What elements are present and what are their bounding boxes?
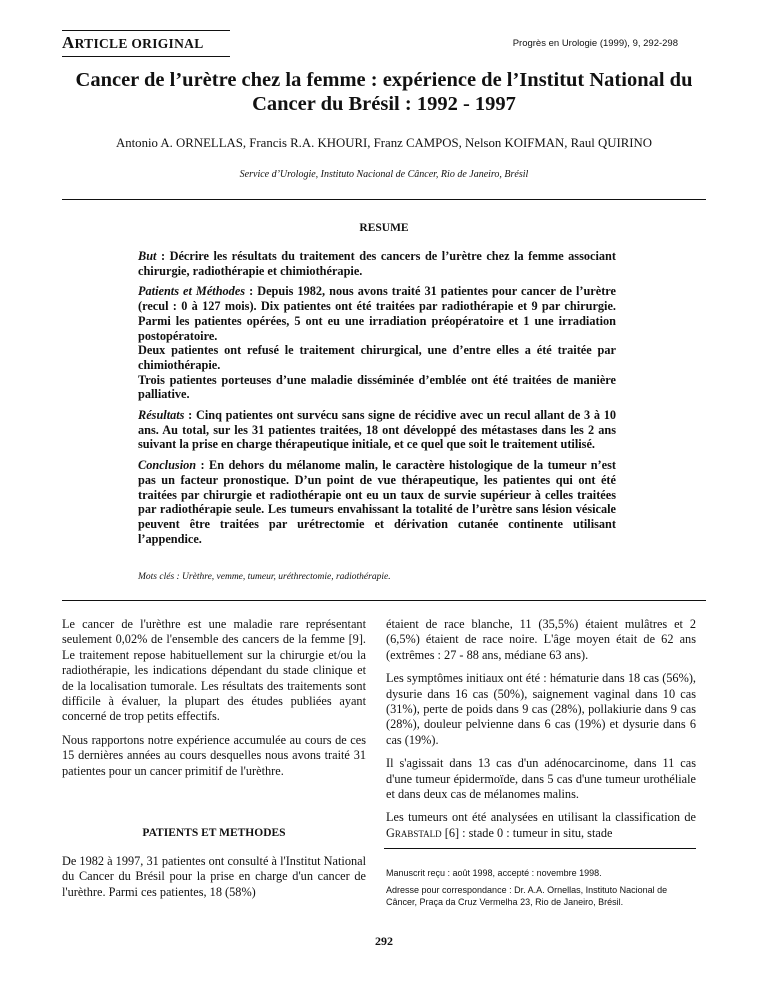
abstract-conclusion — [138, 458, 616, 546]
body-paragraph: Le cancer de l'urèthre est une maladie rare représentant seulement 0,02% de l'ensemble des cancers de la femme [9]. Le traitement repose habituellement sur la chirurgie et/ou la radiothérapie, les indications dépendant du stade clinique et de la localisation tumorale. Les résultats des traitements sont difficile à évaluer, la plupart des études publiées ayant concerné de trop petits effectifs. — [62, 617, 366, 724]
body-column-left — [62, 617, 366, 787]
body-paragraph: Il s'agissait dans 13 cas d'un adénocarcinome, dans 11 cas d'une tumeur épidermoïde, dans 5 cas d'une tumeur urothéliale et dans deux cas de mélanomes malins. — [386, 756, 696, 802]
footnote-divider — [384, 848, 696, 849]
abstract-results-label: Résultats — [138, 408, 185, 423]
abstract-but-label: But — [138, 249, 157, 263]
body-paragraph: Nous rapportons notre expérience accumulée au cours de ces 15 dernières années au cours desquelles nous avons traité 31 patientes pour un cancer primitif de l'urèthre. — [62, 732, 366, 778]
abstract-but-text: : Décrire les résultats du traitement des cancers de l’urètre chez la femme associant chirurgie, radiothérapie et chimiothérapie. — [138, 249, 616, 278]
body-paragraph: étaient de race blanche, 11 (35,5%) étaient mulâtres et 2 (6,5%) étaient de race noire. L'âge moyen était de 62 ans (extrêmes : 27 - 88 ans, médiane 63 ans). — [386, 617, 696, 662]
body-paragraph — [386, 810, 696, 841]
abstract-block — [138, 249, 616, 552]
divider-top — [62, 199, 706, 200]
article-title: Cancer de l’urètre chez la femme : expérience de l’Institut National du Cancer du Brésil : 1992 - 1997 — [75, 69, 693, 115]
classification-text-end: [6] : stade 0 : tumeur in situ, stade — [441, 825, 613, 840]
divider-bottom — [62, 600, 706, 601]
classification-text: Les tumeurs ont été analysées en utilisant la classification de — [386, 810, 696, 825]
abstract-heading: RESUME — [359, 222, 409, 234]
abstract-methods — [138, 284, 616, 343]
page-number: 292 — [375, 934, 393, 948]
abstract-methods-2: Deux patientes ont refusé le traitement chirurgical, une d’entre elles a été traitée par chimiothérapie. — [138, 343, 616, 372]
article-type-label — [62, 33, 230, 57]
abstract-conclusion-text: : En dehors du mélanome malin, le caractère histologique de la tumeur n’est pas un facteur pronostique. D’un point de vue thérapeutique, les patientes qui ont été traitées par chirurgie et radiothérapie ont eu un taux de survie supérieur à celles traitées par radiothérapie seule. Les tumeurs envahissant la totalité de l’urètre sans lésion vésicale peuvent être traitées par urétrectomie et dérivation cutanée continente utilisant l’appendice. — [138, 458, 616, 546]
abstract-methods-text: : Depuis 1982, nous avons traité 31 patientes pour cancer de l’urètre (recul : 0 à 127 mois). Dix patientes ont été traitées par radiothérapie et 9 par chirurgie. Parmi les patientes opérées, 5 ont eu une irradiation préopératoire et 1 une irradiation postopératoire. — [138, 284, 616, 343]
section-heading-methods: PATIENTS ET METHODES — [142, 827, 286, 839]
body-paragraph: Les symptômes initiaux ont été : hématurie dans 18 cas (56%), dysurie dans 16 cas (50%), saignement vaginal dans 10 cas (31%), perte de poids dans 9 cas (28%), pollakiurie dans 9 cas (28%), douleur pelvienne dans 6 cas (19%) et dysurie dans 6 cas (19%). — [386, 671, 696, 747]
abstract-results — [138, 408, 616, 452]
footnote-received: Manuscrit reçu : août 1998, accepté : novembre 1998. — [386, 868, 602, 878]
abstract-conclusion-label: Conclusion — [138, 458, 197, 473]
journal-reference: Progrès en Urologie (1999), 9, 292-298 — [512, 38, 678, 49]
article-type-initial: A — [62, 33, 75, 52]
header-top-rule — [62, 30, 230, 31]
footnotes — [386, 867, 696, 913]
methods-paragraph: De 1982 à 1997, 31 patientes ont consulté à l'Institut National du Cancer du Brésil pour la prise en charge d'un cancer de l'urèthre. Parmi ces patientes, 18 (58%) — [62, 854, 366, 899]
abstract-methods-3: Trois patientes porteuses d’une maladie disséminée d’emblée ont été traitées de manière palliative. — [138, 372, 616, 402]
footnote-address: Adresse pour correspondance : Dr. A.A. Ornellas, Instituto Nacional de Câncer, Praça da Cruz Vermelha 23, Rio de Janeiro, Brésil. — [386, 884, 668, 907]
author-list: Antonio A. ORNELLAS, Francis R.A. KHOURI, Franz CAMPOS, Nelson KOIFMAN, Raul QUIRINO — [115, 136, 653, 150]
keywords: Mots clés : Urèthre, vemme, tumeur, uréthrectomie, radiothérapie. — [138, 572, 391, 582]
affiliation: Service d’Urologie, Instituto Nacional de Câncer, Rio de Janeiro, Brésil — [239, 169, 529, 180]
abstract-results-text: : Cinq patientes ont survécu sans signe de récidive avec un recul allant de 3 à 10 ans. Au total, sur les 31 patientes traitées, 18 ont développé des métastases dans les 2 ans suivant la prise en charge thérapeutique initiale, et ce quel que soit le traitement utilisé. — [138, 408, 616, 452]
article-type-rest: RTICLE ORIGINAL — [74, 36, 204, 51]
abstract-methods-label: Patients et Méthodes — [138, 284, 246, 299]
grabstald-reference: Grabstald — [386, 825, 442, 840]
abstract-but — [138, 249, 616, 278]
body-column-right — [386, 617, 696, 849]
